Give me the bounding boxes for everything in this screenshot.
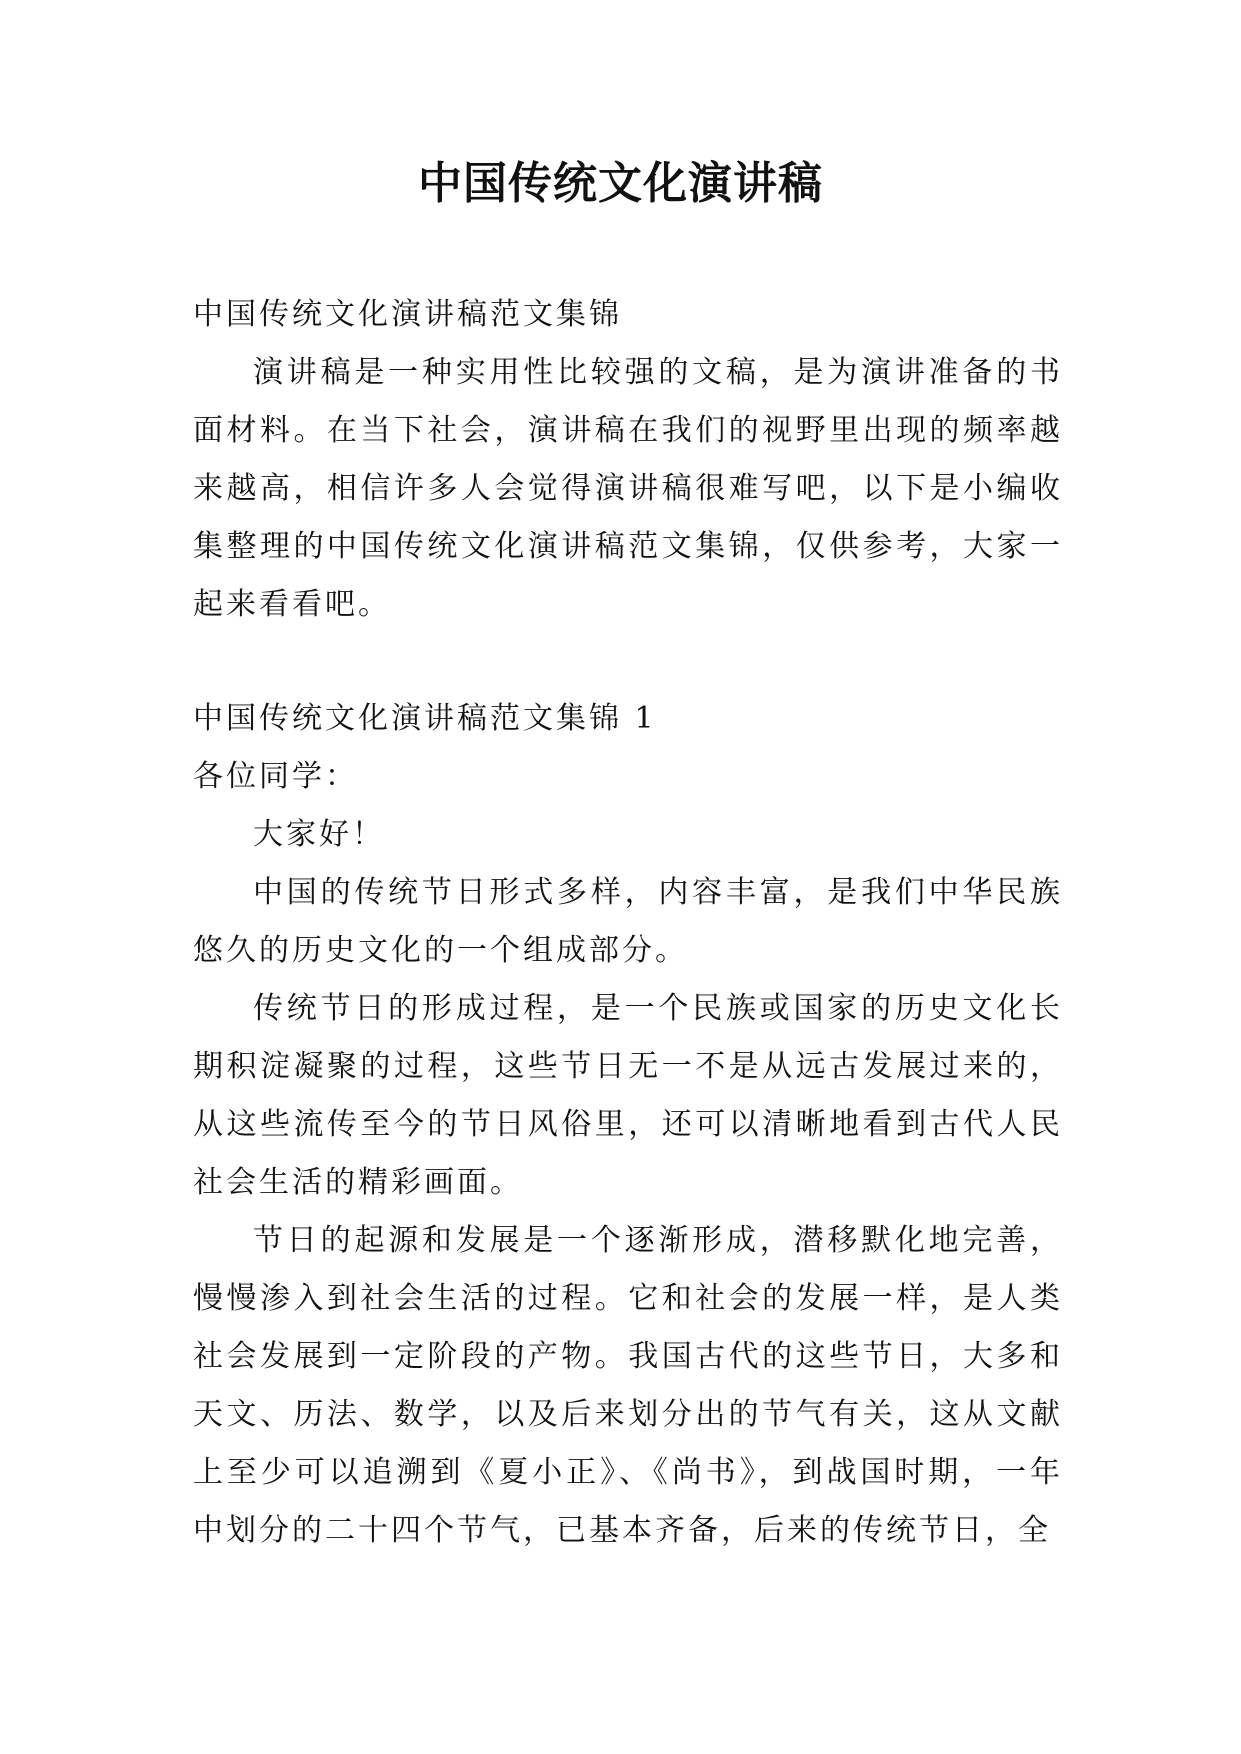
greeting: 大家好！ <box>253 817 385 852</box>
body-paragraph-3: 节日的起源和发展是一个逐渐形成，潜移默化地完善，慢慢渗入到社会生活的过程。它和社会的发展一样，是人类社会发展到一定阶段的产物。我国古代的这些节日，大多和天文、历法、数学，以及后来划分出的节气有关，这从文献上至少可以追溯到《夏小正》、《尚书》，到战国时期，一年中划分的二十四个节气，已基本齐备，后来的传统节日，全 <box>193 1223 1063 1548</box>
intro-paragraph: 演讲稿是一种实用性比较强的文稿，是为演讲准备的书面材料。在当下社会，演讲稿在我们的视野里出现的频率越来越高，相信许多人会觉得演讲稿很难写吧，以下是小编收集整理的中国传统文化演讲稿范文集锦，仅供参考，大家一起来看看吧。 <box>193 355 1063 622</box>
body-paragraph-1: 中国的传统节日形式多样，内容丰富，是我们中华民族悠久的历史文化的一个组成部分。 <box>193 875 1063 968</box>
salutation: 各位同学： <box>193 759 358 794</box>
section-spacer <box>193 634 1063 690</box>
document-body <box>193 286 1063 1560</box>
document-subtitle: 中国传统文化演讲稿范文集锦 <box>193 297 622 332</box>
section-heading: 中国传统文化演讲稿范文集锦 1 <box>193 701 657 736</box>
body-paragraph-2: 传统节日的形成过程，是一个民族或国家的历史文化长期积淀凝聚的过程，这些节日无一不是从远古发展过来的，从这些流传至今的节日风俗里，还可以清晰地看到古代人民社会生活的精彩画面。 <box>193 991 1063 1200</box>
document-title: 中国传统文化演讲稿 <box>418 158 823 209</box>
